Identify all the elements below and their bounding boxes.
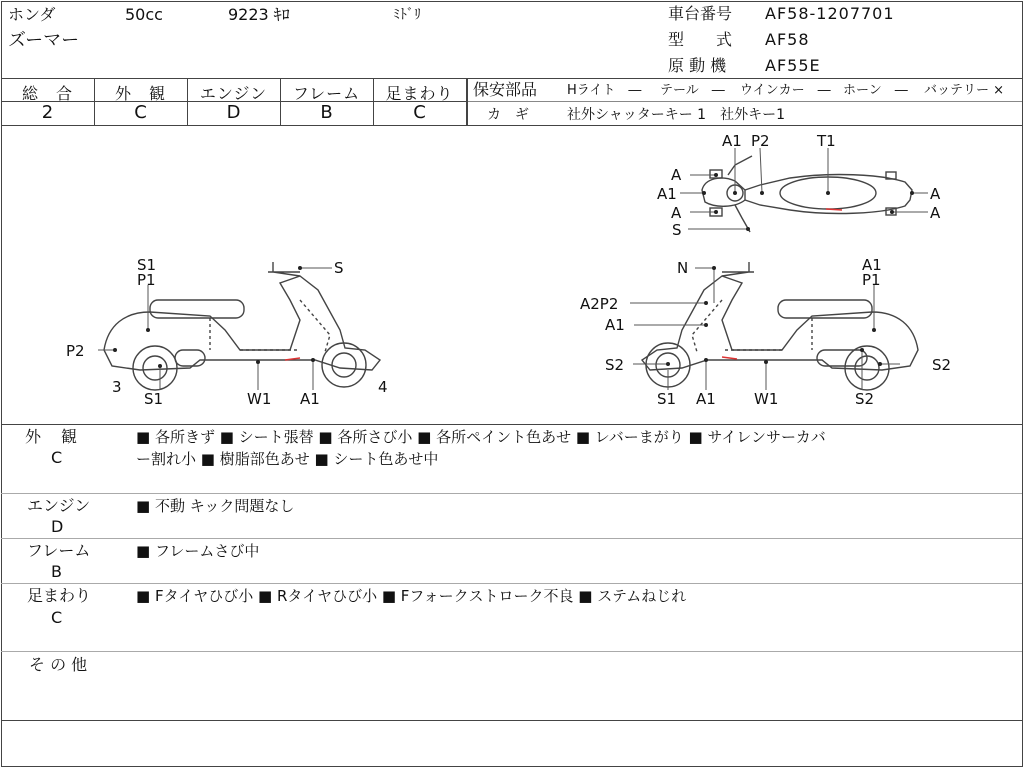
safety-battery: バッテリー × bbox=[924, 83, 1005, 98]
safety-parts-label: 保安部品 bbox=[473, 80, 538, 99]
color: ﾐﾄﾞﾘ bbox=[393, 7, 421, 23]
diagram-label: P2 bbox=[751, 132, 770, 150]
safety-horn: ホーン ― bbox=[843, 83, 908, 98]
grade-overall-value: 2 bbox=[41, 102, 54, 123]
frame-no-value: AF58-1207701 bbox=[765, 4, 895, 23]
remark-engine-grade: D bbox=[51, 517, 64, 536]
diagram-label: A1 bbox=[722, 132, 742, 150]
divider bbox=[1, 78, 1022, 79]
remark-exterior-text2: ー割れ小 ■ 樹脂部色あせ ■ シート色あせ中 bbox=[136, 450, 439, 468]
divider bbox=[467, 101, 1022, 102]
diagram-label: W1 bbox=[247, 390, 272, 408]
type-value: AF58 bbox=[765, 30, 810, 49]
remark-frame-grade: B bbox=[51, 562, 62, 581]
diagram-label: A bbox=[671, 166, 682, 184]
remark-frame-text: ■ フレームさび中 bbox=[136, 542, 260, 560]
safety-headlight: Hライト ― bbox=[567, 83, 642, 98]
grade-engine-label: エンジン bbox=[199, 84, 268, 103]
engine-value: AF55E bbox=[765, 56, 821, 75]
diagram-label: A1 bbox=[696, 390, 716, 408]
divider bbox=[1, 538, 1022, 539]
engine-label: 原 動 機 bbox=[668, 56, 727, 75]
remark-engine-text: ■ 不動 キック問題なし bbox=[136, 497, 295, 515]
diagram-label: P1 bbox=[137, 271, 156, 289]
remark-suspension-label: 足まわり bbox=[27, 586, 92, 605]
grade-suspension-label: 足まわり bbox=[385, 84, 454, 103]
diagram-label: P1 bbox=[862, 271, 881, 289]
mileage: 9223 ｷﾛ bbox=[228, 5, 290, 24]
maker: ホンダ bbox=[8, 5, 56, 24]
divider bbox=[1, 651, 1022, 652]
grade-frame-value: B bbox=[320, 102, 333, 123]
diagram-label: A2P2 bbox=[580, 295, 619, 313]
diagram-label: A1 bbox=[605, 316, 625, 334]
type-label: 型 式 bbox=[668, 30, 733, 49]
remark-exterior-label: 外 観 bbox=[25, 427, 80, 446]
remark-frame-label: フレーム bbox=[27, 541, 91, 560]
grade-exterior-label: 外 観 bbox=[114, 84, 166, 103]
diagram-label: A1 bbox=[300, 390, 320, 408]
diagram-label: 3 bbox=[112, 378, 122, 396]
model-name: ズーマー bbox=[8, 30, 80, 51]
remark-suspension-text: ■ Fタイヤひび小 ■ Rタイヤひび小 ■ Fフォークストローク不良 ■ ステムねじれ bbox=[136, 587, 687, 605]
diagram-label: S1 bbox=[657, 390, 677, 408]
safety-winker: ウインカー ― bbox=[740, 83, 831, 98]
divider bbox=[1, 720, 1022, 721]
diagram-label: A bbox=[930, 185, 941, 203]
diagram-label: A bbox=[930, 204, 941, 222]
scooter-diagram bbox=[0, 126, 1024, 424]
diagram-label: S2 bbox=[605, 356, 625, 374]
diagram-label: S1 bbox=[137, 256, 157, 274]
diagram-label: W1 bbox=[754, 390, 779, 408]
diagram-label: T1 bbox=[817, 132, 836, 150]
grade-exterior-value: C bbox=[134, 102, 147, 123]
diagram-label: N bbox=[677, 259, 689, 277]
divider bbox=[1, 493, 1022, 494]
grade-engine-value: D bbox=[226, 102, 241, 123]
diagram-label: S bbox=[672, 221, 682, 239]
diagram-label: 4 bbox=[378, 378, 388, 396]
diagram-label: A bbox=[671, 204, 682, 222]
grade-suspension-value: C bbox=[413, 102, 426, 123]
diagram-label: S1 bbox=[144, 390, 164, 408]
diagram-label: S bbox=[334, 259, 344, 277]
remark-exterior-grade: C bbox=[51, 448, 63, 467]
diagram-label: A1 bbox=[657, 185, 677, 203]
divider bbox=[1, 583, 1022, 584]
diagram-label: S2 bbox=[932, 356, 952, 374]
remark-suspension-grade: C bbox=[51, 608, 63, 627]
diagram-label: P2 bbox=[66, 342, 85, 360]
diagram-label: S2 bbox=[855, 390, 875, 408]
remark-exterior-text: ■ 各所きず ■ シート張替 ■ 各所さび小 ■ 各所ペイント色あせ ■ レバーまがり ■ サイレンサーカバ bbox=[136, 428, 826, 446]
remark-engine-label: エンジン bbox=[27, 496, 91, 515]
diagram-label: A1 bbox=[862, 256, 882, 274]
key-label: カ ギ bbox=[487, 107, 529, 123]
displacement: 50cc bbox=[125, 5, 163, 24]
grade-overall-label: 総 合 bbox=[21, 84, 73, 103]
divider bbox=[467, 78, 468, 125]
grade-frame-label: フレーム bbox=[292, 84, 361, 103]
key-value: 社外シャッターキー 1 社外キー1 bbox=[567, 107, 785, 123]
remark-other-label: そ の 他 bbox=[29, 655, 88, 674]
safety-tail: テール ― bbox=[660, 83, 725, 98]
frame-no-label: 車台番号 bbox=[668, 4, 733, 23]
divider bbox=[1, 424, 1022, 425]
